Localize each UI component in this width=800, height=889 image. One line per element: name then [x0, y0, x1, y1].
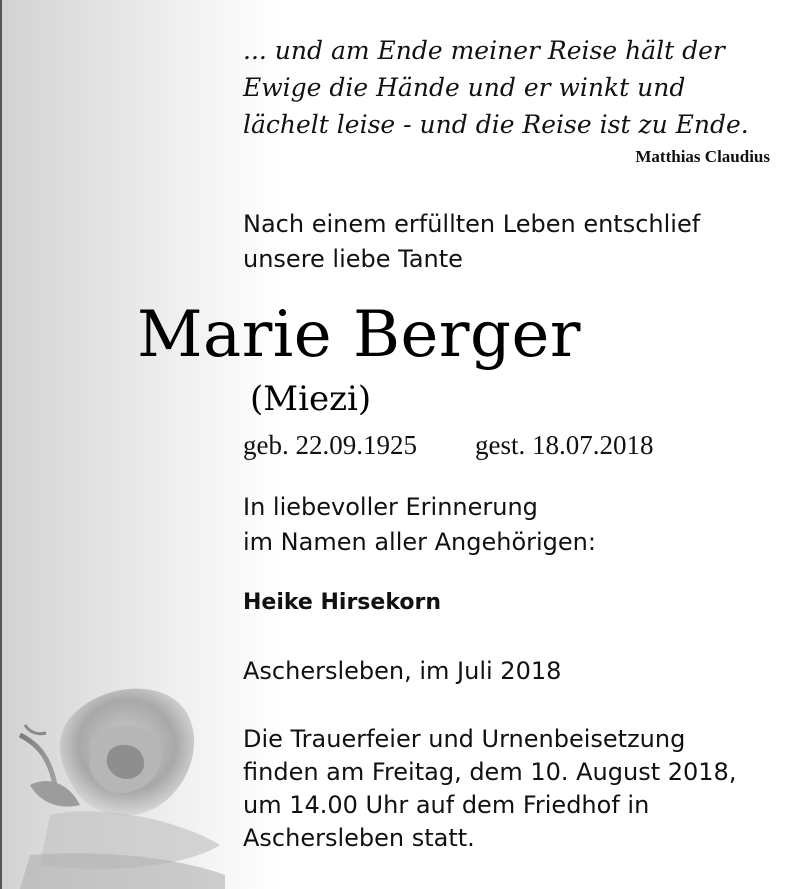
memory-line: In liebevoller Erinnerung [243, 493, 538, 521]
rose-image [10, 665, 230, 889]
quote-line: lächelt leise - und die Reise ist zu Ende. [243, 110, 749, 139]
left-border [0, 0, 2, 889]
funeral-line: Aschersleben statt. [243, 824, 475, 852]
intro-line: unsere liebe Tante [243, 245, 463, 273]
funeral-line: um 14.00 Uhr auf dem Friedhof in [243, 791, 650, 819]
funeral-info [243, 723, 736, 855]
birth-date: geb. 22.09.1925 [243, 430, 417, 460]
life-dates [243, 427, 653, 463]
signer-name: Heike Hirsekorn [243, 590, 441, 615]
intro-line: Nach einem erfüllten Leben entschlief [243, 210, 701, 238]
funeral-line: Die Trauerfeier und Urnenbeisetzung [243, 725, 686, 753]
quote-author: Matthias Claudius [635, 147, 770, 166]
death-date: gest. 18.07.2018 [474, 430, 654, 460]
quote [243, 32, 783, 143]
deceased-name: Marie Berger [137, 298, 581, 372]
quote-line: ... und am Ende meiner Reise hält der [243, 36, 725, 65]
place-date: Aschersleben, im Juli 2018 [243, 657, 562, 685]
intro-text [243, 207, 700, 277]
funeral-line: finden am Freitag, dem 10. August 2018, [243, 758, 737, 786]
memory-line: im Namen aller Angehörigen: [243, 528, 596, 556]
memory-text [243, 490, 596, 560]
deceased-nickname: (Miezi) [250, 379, 372, 419]
quote-line: Ewige die Hände und er winkt und [243, 73, 686, 102]
